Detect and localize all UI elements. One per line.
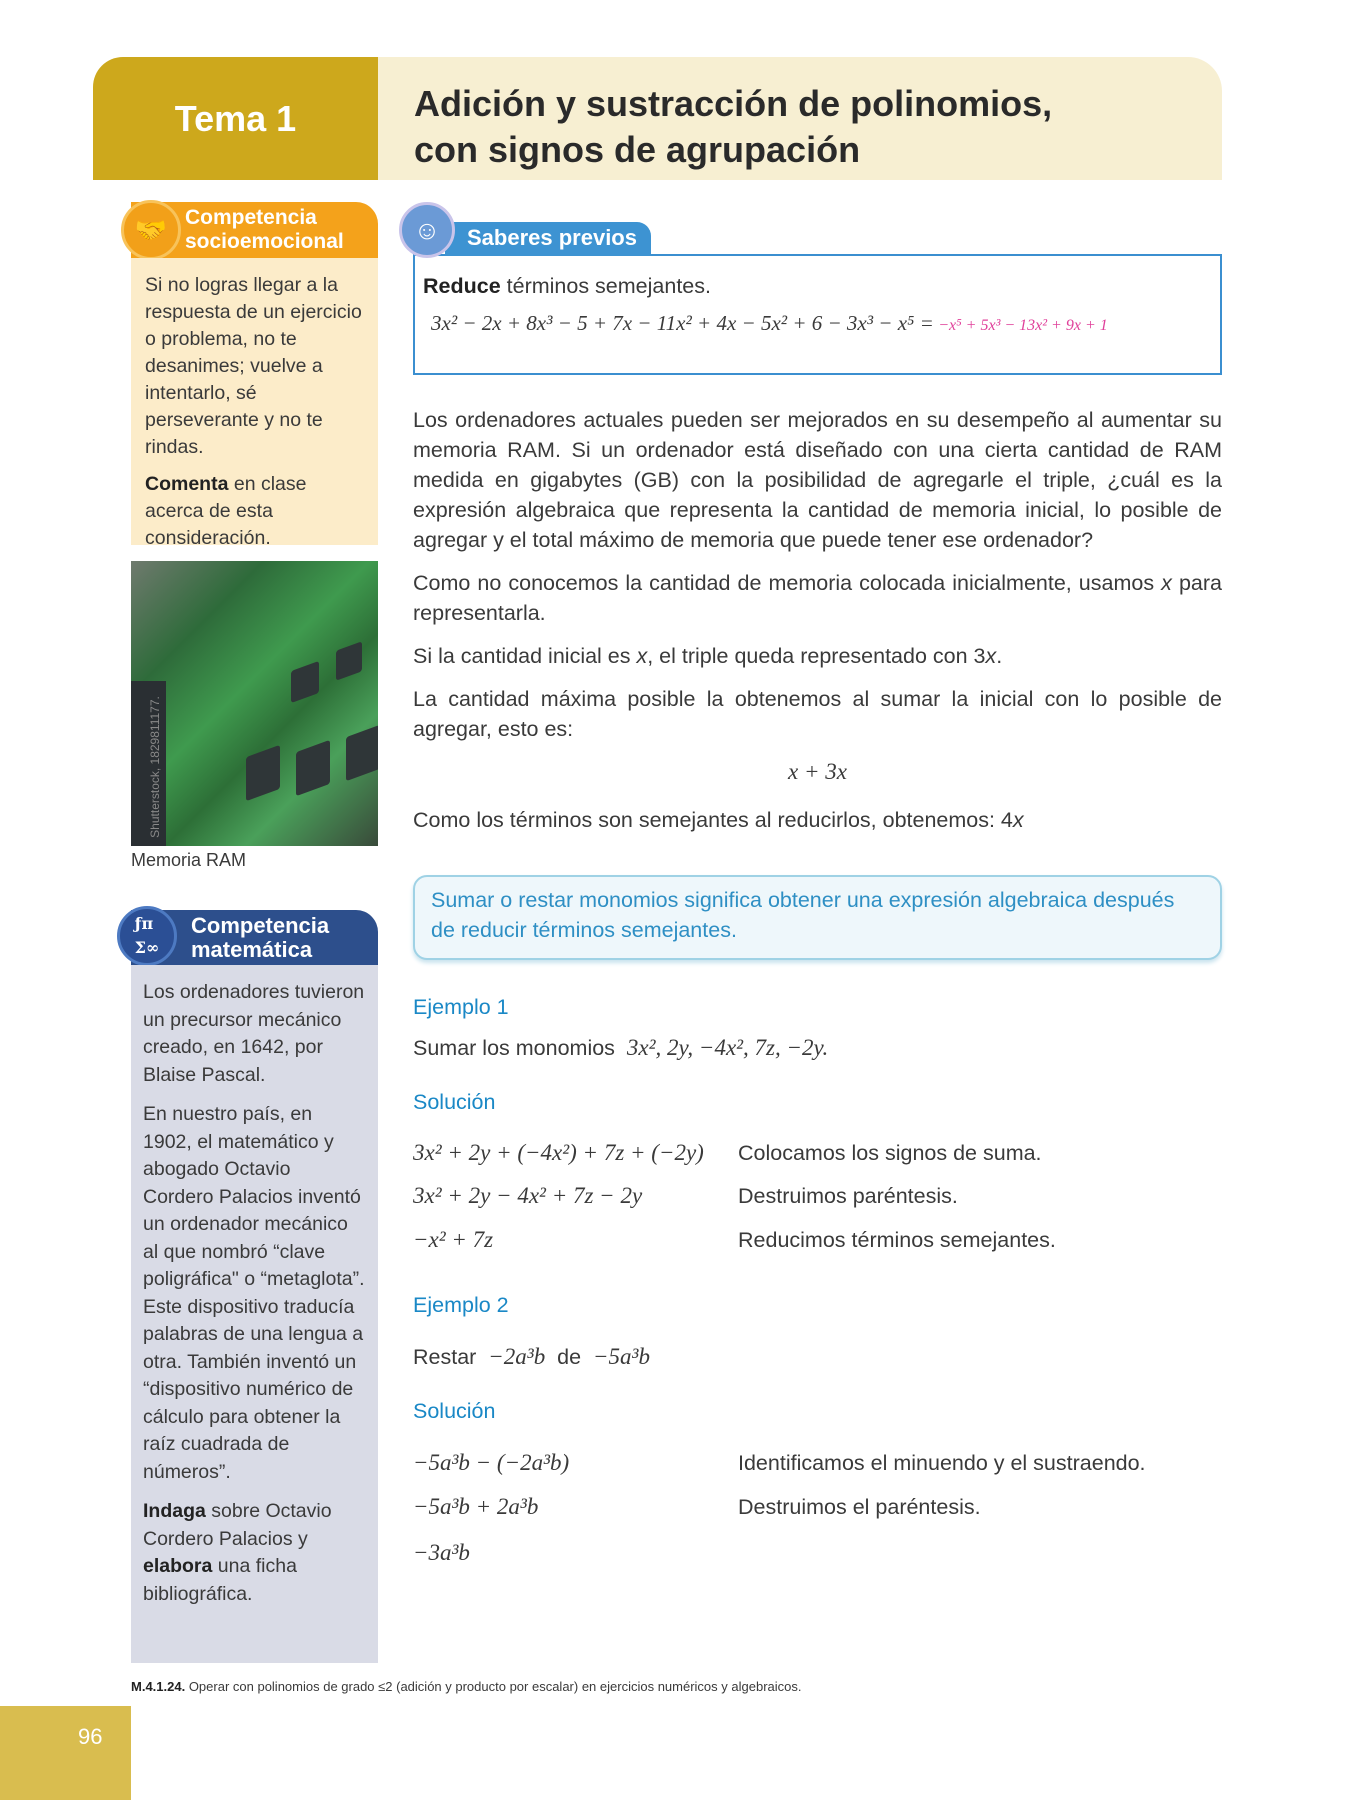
socio-title-1: Competencia — [185, 206, 317, 229]
step-expr: 3x² + 2y − 4x² + 7z − 2y — [413, 1183, 643, 1208]
prior-knowledge-box — [413, 254, 1222, 375]
math-competence-header — [131, 910, 378, 965]
photo-caption: Memoria RAM — [131, 850, 247, 870]
comenta-rest: en clase acerca de esta consideración. — [145, 473, 307, 549]
reduce-bold: Reduce — [423, 274, 501, 298]
p3a: Si la cantidad inicial es — [413, 644, 637, 668]
step-desc: Reducimos términos semejantes. — [738, 1228, 1056, 1252]
step-desc: Destruimos el paréntesis. — [738, 1495, 981, 1519]
mat-p3-t2: una ficha bibliográfica. — [143, 1555, 297, 1605]
ej2-term2: −5a³b — [593, 1344, 650, 1369]
example-2-title: Ejemplo 2 — [413, 1293, 509, 1317]
p2a: Como no conocemos la cantidad de memoria colocada inicialmente, usamos — [413, 571, 1162, 595]
photo-credit: Shutterstock, 1829811177. — [148, 696, 162, 838]
main-text — [413, 405, 1222, 848]
paragraph-4: La cantidad máxima posible la obtenemos al sumar la inicial con lo posible de agregar, esto es: — [413, 687, 1222, 741]
p5a: Como los términos son semejantes al reducirlos, obtenemos: 4 — [413, 808, 1013, 832]
page-number: 96 — [0, 1706, 131, 1800]
p2x: x — [1161, 571, 1172, 595]
elabora: elabora — [143, 1555, 213, 1577]
p3x2: x — [985, 644, 997, 668]
ej2-prompt-b: de — [557, 1345, 582, 1369]
ej1-prompt-text: Sumar los monomios — [413, 1036, 615, 1060]
comenta-bold: Comenta — [145, 473, 229, 495]
reduce-rest: términos semejantes. — [500, 274, 711, 298]
curriculum-footer — [131, 1679, 801, 1694]
ej2-term1: −2a³b — [488, 1344, 546, 1369]
title-line-2: con signos de agrupación — [414, 129, 861, 170]
p3c: . — [996, 644, 1003, 668]
ej2-prompt-a: Restar — [413, 1345, 477, 1369]
example-1-prompt — [413, 1035, 828, 1061]
ej1-monomials: 3x², 2y, −4x², 7z, −2y. — [626, 1035, 829, 1060]
handshake-icon: 🤝 — [121, 200, 181, 260]
step-row — [413, 1227, 1056, 1253]
step-row — [413, 1494, 981, 1520]
step-row — [413, 1183, 958, 1209]
prior-knowledge-tab — [413, 214, 651, 256]
paragraph-1: Los ordenadores actuales pueden ser mejorados en su desempeño al aumentar su memoria RAM. Si un ordenador está diseñado con una cierta cantidad de RAM medida en gigabytes (GB) con la posibilidad de agregarle el triple, ¿cuál es la expresión algebraica que representa la cantidad de memoria inicial, lo posible de agregar y el total máximo de memoria que puede tener ese ordenador? — [413, 408, 1222, 552]
step-row — [413, 1140, 1042, 1166]
example-1-title: Ejemplo 1 — [413, 995, 509, 1019]
definition-box: Sumar o restar monomios significa obtener una expresión algebraica después de reducir términos semejantes. — [413, 875, 1222, 960]
mat-p3-t1: sobre Octavio Cordero Palacios y — [143, 1500, 332, 1550]
reduce-instruction — [423, 274, 1220, 299]
socio-comenta — [145, 471, 364, 552]
socio-title-2: socioemocional — [185, 230, 344, 253]
p3b: , el triple queda representado con 3 — [647, 644, 986, 668]
example-2-solution-title: Solución — [413, 1399, 496, 1423]
footer-text: Operar con polinomios de grado ≤2 (adición y producto por escalar) en ejercicios numéricos y algebraicos. — [185, 1679, 802, 1694]
step-expr: −3a³b — [413, 1540, 470, 1565]
socioemotional-header — [131, 202, 378, 258]
step-row — [413, 1450, 1146, 1476]
mat-p2: En nuestro país, en 1902, el matemático y abogado Octavio Cordero Palacios inventó un ordenador mecánico al que nombró “clave poligráfica" o “metaglota”. Este dispositivo traducía palabras de una lengua a otra. También inventó un “dispositivo numérico de cálculo para obtener la raíz cuadrada de números”. — [143, 1103, 365, 1483]
mat-p3 — [143, 1498, 366, 1608]
prior-knowledge-label: Saberes previos — [467, 225, 637, 250]
p2b: para representarla. — [413, 571, 1222, 625]
ram-photo — [131, 561, 378, 846]
step-expr: 3x² + 2y + (−4x²) + 7z + (−2y) — [413, 1140, 704, 1165]
indaga: Indaga — [143, 1500, 206, 1522]
example-1-solution-title: Solución — [413, 1090, 496, 1114]
socioemotional-box — [131, 258, 378, 549]
paragraph-2 — [413, 568, 1222, 628]
mat-title-1: Competencia — [191, 913, 330, 938]
example-2-prompt — [413, 1344, 650, 1370]
p5x: x — [1012, 808, 1024, 832]
step-expr: −5a³b − (−2a³b) — [413, 1450, 570, 1475]
mat-p1: Los ordenadores tuvieron un precursor mecánico creado, en 1642, por Blaise Pascal. — [143, 981, 365, 1086]
topic-label: Tema 1 — [93, 57, 378, 180]
paragraph-3 — [413, 641, 1222, 671]
step-expr: −x² + 7z — [413, 1227, 494, 1252]
step-expr: −5a³b + 2a³b — [413, 1494, 539, 1519]
step-desc: Destruimos paréntesis. — [738, 1184, 958, 1208]
equation: x + 3x — [788, 759, 847, 784]
math-symbols-icon: ƒπ Σ∞ — [117, 906, 177, 966]
step-desc: Identificamos el minuendo y el sustraendo. — [738, 1451, 1146, 1475]
reduce-answer: −x⁵ + 5x³ − 13x² + 9x + 1 — [938, 317, 1108, 334]
step-row — [413, 1540, 738, 1566]
reduce-expression: 3x² − 2x + 8x³ − 5 + 7x − 11x² + 4x − 5x² + 6 − 3x³ − x⁵ = — [431, 311, 934, 335]
page-title — [378, 57, 1222, 180]
socio-text: Si no logras llegar a la respuesta de un ejercicio o problema, no te desanimes; vuelve a intentarlo, sé perseverante y no te rindas. — [145, 274, 362, 458]
mat-title-2: matemática — [191, 937, 313, 962]
p3x: x — [636, 644, 648, 668]
paragraph-5 — [413, 805, 1222, 835]
footer-code: M.4.1.24. — [131, 1679, 186, 1694]
title-line-1: Adición y sustracción de polinomios, — [414, 83, 1053, 124]
math-competence-box — [131, 965, 378, 1663]
brain-head-icon: ☺ — [399, 202, 455, 258]
step-desc: Colocamos los signos de suma. — [738, 1141, 1042, 1165]
